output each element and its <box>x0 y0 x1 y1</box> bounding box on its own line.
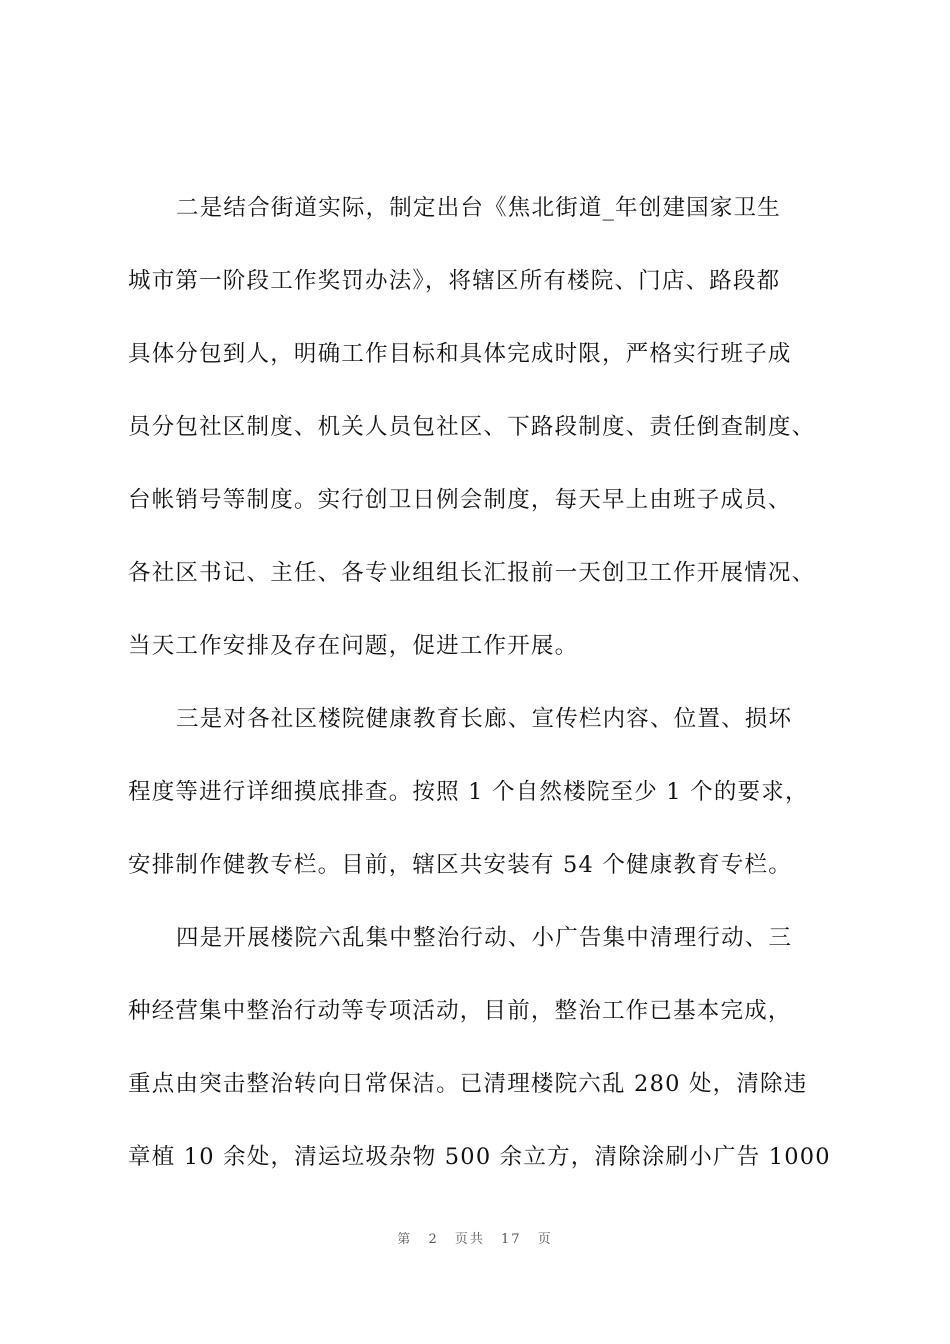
text-line: 台帐销号等制度。实行创卫日例会制度，每天早上由班子成员、 <box>128 487 792 513</box>
paragraph-2 <box>128 683 863 902</box>
paragraph-1 <box>128 172 863 683</box>
text-line: 四是开展楼院六乱集中整治行动、小广告集中清理行动、三 <box>176 925 793 951</box>
document-body <box>128 172 863 1194</box>
text-line: 各社区书记、主任、各专业组组长汇报前一天创卫工作开展情况、 <box>128 560 816 586</box>
text-line: 城市第一阶段工作奖罚办法》，将辖区所有楼院、门店、路段都 <box>128 268 781 294</box>
footer-suffix: 页 <box>537 1232 553 1247</box>
text-line: 当天工作安排及存在问题，促进工作开展。 <box>128 633 579 659</box>
paragraph-3 <box>128 902 863 1194</box>
text-line: 章植 10 余处，清运垃圾杂物 500 余立方，清除涂刷小广告 1000 <box>128 1144 831 1170</box>
current-page-number: 2 <box>428 1232 439 1247</box>
text-line: 种经营集中整治行动等专项活动，目前，整治工作已基本完成， <box>128 998 792 1024</box>
text-line: 二是结合街道实际，制定出台《焦北街道_年创建国家卫生 <box>176 195 781 221</box>
text-line: 安排制作健教专栏。目前，辖区共安装有 54 个健康教育专栏。 <box>128 852 792 878</box>
footer-middle: 页共 <box>454 1232 485 1247</box>
text-line: 重点由突击整治转向日常保洁。已清理楼院六乱 280 处，清除违 <box>128 1071 808 1097</box>
text-line: 三是对各社区楼院健康教育长廊、宣传栏内容、位置、损坏 <box>176 706 793 732</box>
text-line: 具体分包到人，明确工作目标和具体完成时限，严格实行班子成 <box>128 341 792 367</box>
total-pages-number: 17 <box>501 1232 522 1247</box>
text-line: 程度等进行详细摸底排查。按照 1 个自然楼院至少 1 个的要求， <box>128 779 809 805</box>
page-footer <box>0 1228 950 1247</box>
text-line: 员分包社区制度、机关人员包社区、下路段制度、责任倒查制度、 <box>128 414 816 440</box>
footer-prefix: 第 <box>397 1232 413 1247</box>
